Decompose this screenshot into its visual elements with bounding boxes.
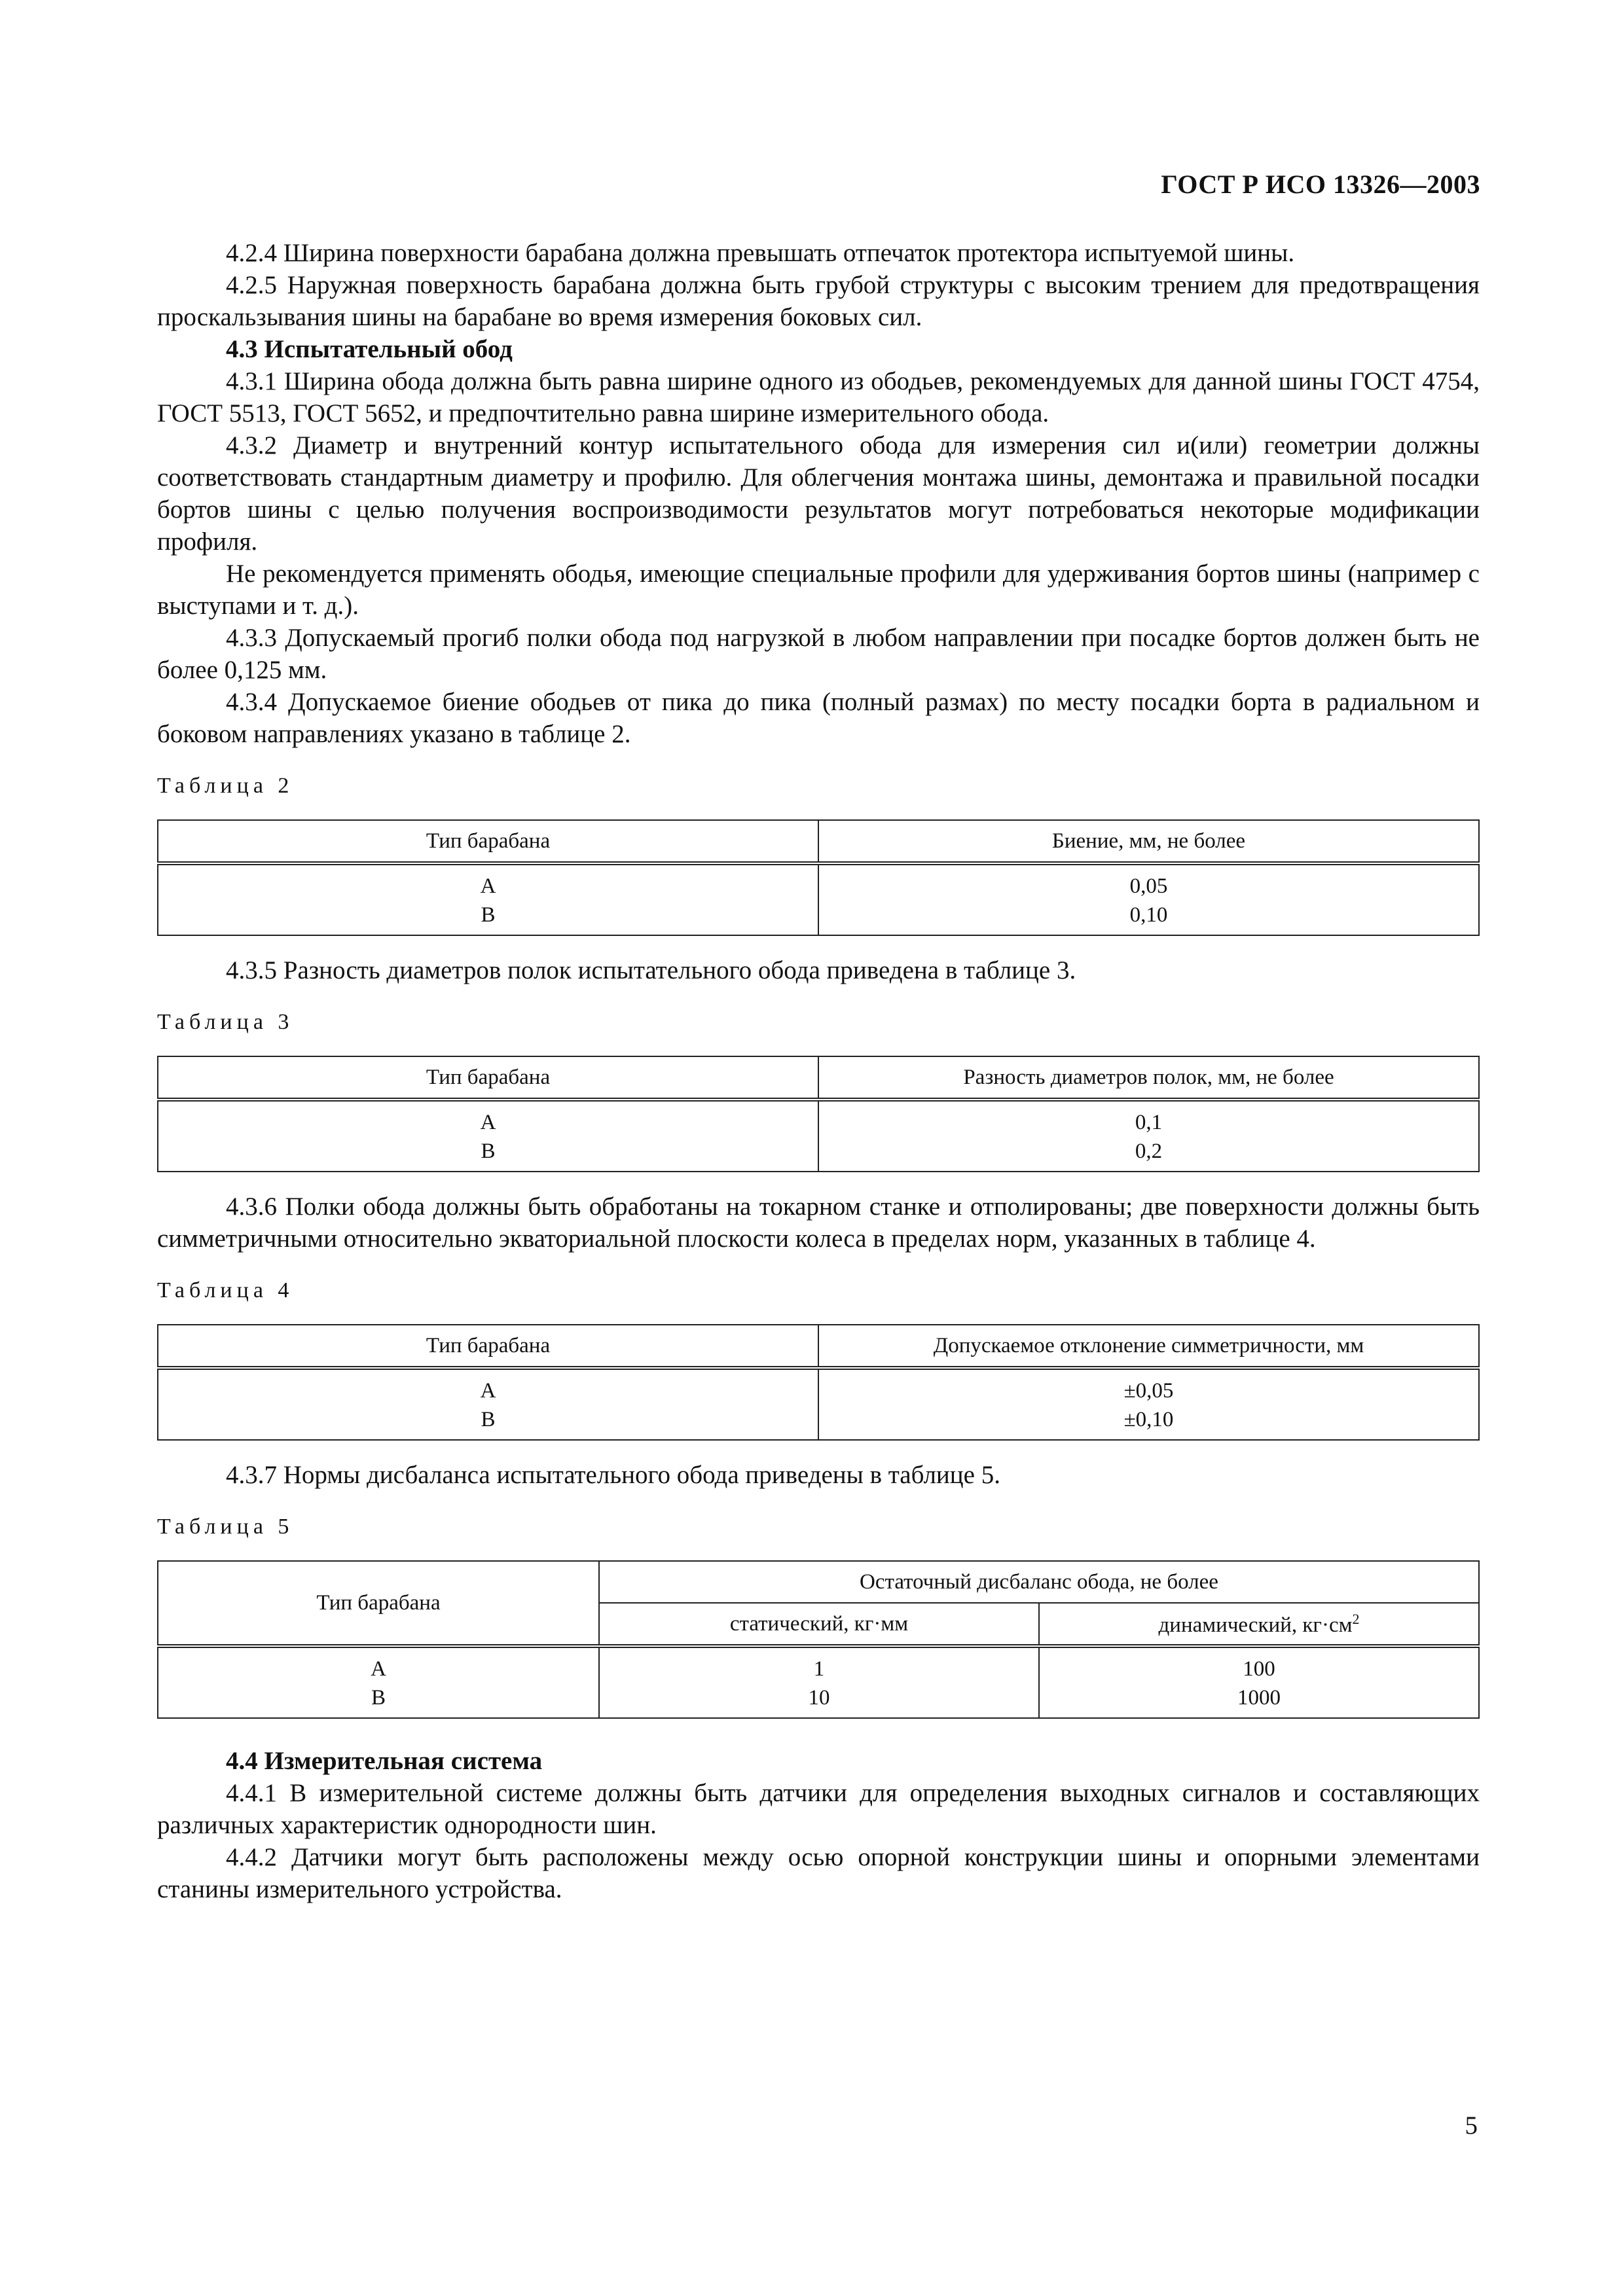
table-5-header-dynamic-sup: 2 [1352,1610,1360,1627]
paragraph-4-3-1: 4.3.1 Ширина обода должна быть равна ширине одного из ободьев, рекомендуемых для данной шины ГОСТ 4754, ГОСТ 5513, ГОСТ 5652, и предпочтительно равна ширине измерительного обода. [157,367,1480,427]
table-2-header-type: Тип барабана [158,820,818,863]
table-2-values: 0,05 0,10 [818,863,1479,935]
section-heading-4-3: 4.3 Испытательный обод [226,335,513,363]
table-3-caption: Таблица 3 [157,1010,294,1034]
table-5-header-dynamic [1039,1603,1479,1646]
table-4-caption: Таблица 4 [157,1278,294,1302]
table-5 [157,1560,1480,1719]
paragraph-4-3-4: 4.3.4 Допускаемое биение ободьев от пика до пика (полный размах) по месту посадки борта в радиальном и боковом направлениях указано в таблице 2. [157,688,1480,748]
table-5-header-static: статический, кг·мм [599,1603,1039,1646]
paragraph-4-3-3: 4.3.3 Допускаемый прогиб полки обода под нагрузкой в любом направлении при посадке бортов должен быть не более 0,125 мм. [157,624,1480,684]
table-5-header-dynamic-label: динамический, кг·см [1158,1613,1353,1637]
table-4-header-symmetry: Допускаемое отклонение симметричности, мм [818,1325,1479,1368]
page-number: 5 [1465,2111,1478,2140]
paragraph-4-3-7: 4.3.7 Нормы дисбаланса испытательного обода приведены в таблице 5. [226,1461,1000,1489]
table-3 [157,1056,1480,1172]
table-5-types: A B [158,1646,599,1718]
document-header: ГОСТ Р ИСО 13326—2003 [1161,170,1480,199]
table-4-header-type: Тип барабана [158,1325,818,1368]
table-5-caption: Таблица 5 [157,1515,294,1539]
table-4 [157,1324,1480,1441]
paragraph-4-4-2: 4.4.2 Датчики могут быть расположены между осью опорной конструкции шины и опорными элементами станины измерительного устройства. [157,1843,1480,1903]
table-4-types: A B [158,1368,818,1440]
paragraph-4-2-4: 4.2.4 Ширина поверхности барабана должна превышать отпечаток протектора испытуемой шины. [226,239,1295,267]
table-4-values: ±0,05 ±0,10 [818,1368,1479,1440]
paragraph-4-3-5: 4.3.5 Разность диаметров полок испытательного обода приведена в таблице 3. [226,956,1076,984]
table-5-header-type: Тип барабана [158,1561,599,1646]
table-5-static-values: 1 10 [599,1646,1039,1718]
paragraph-4-3-2-note: Не рекомендуется применять ободья, имеющие специальные профили для удерживания бортов шины (например с выступами и т. д.). [157,560,1480,620]
table-5-header-imbalance: Остаточный дисбаланс обода, не более [599,1561,1479,1603]
table-2-caption: Таблица 2 [157,774,294,798]
page-content [157,237,1480,1905]
table-3-values: 0,1 0,2 [818,1100,1479,1172]
table-3-header-diameter-diff: Разность диаметров полок, мм, не более [818,1056,1479,1100]
table-2 [157,819,1480,936]
paragraph-4-4-1: 4.4.1 В измерительной системе должны быть датчики для определения выходных сигналов и составляющих различных характеристик однородности шин. [157,1779,1480,1839]
paragraph-4-2-5: 4.2.5 Наружная поверхность барабана должна быть грубой структуры с высоким трением для предотвращения проскальзывания шины на барабане во время измерения боковых сил. [157,271,1480,331]
table-5-dynamic-values: 100 1000 [1039,1646,1479,1718]
table-2-header-runout: Биение, мм, не более [818,820,1479,863]
paragraph-4-3-2: 4.3.2 Диаметр и внутренний контур испытательного обода для измерения сил и(или) геометрии должны соответствовать стандартным диаметру и профилю. Для облегчения монтажа шины, демонтажа и правильной посадки бортов шины с целью получения воспроизводимости результатов могут потребоваться некоторые модификации профиля. [157,431,1480,556]
table-3-types: A B [158,1100,818,1172]
paragraph-4-3-6: 4.3.6 Полки обода должны быть обработаны на токарном станке и отполированы; две поверхности должны быть симметричными относительно экваториальной плоскости колеса в пределах норм, указанных в таблице 4. [157,1193,1480,1253]
section-heading-4-4: 4.4 Измерительная система [226,1747,543,1775]
table-3-header-type: Тип барабана [158,1056,818,1100]
table-2-types: A B [158,863,818,935]
